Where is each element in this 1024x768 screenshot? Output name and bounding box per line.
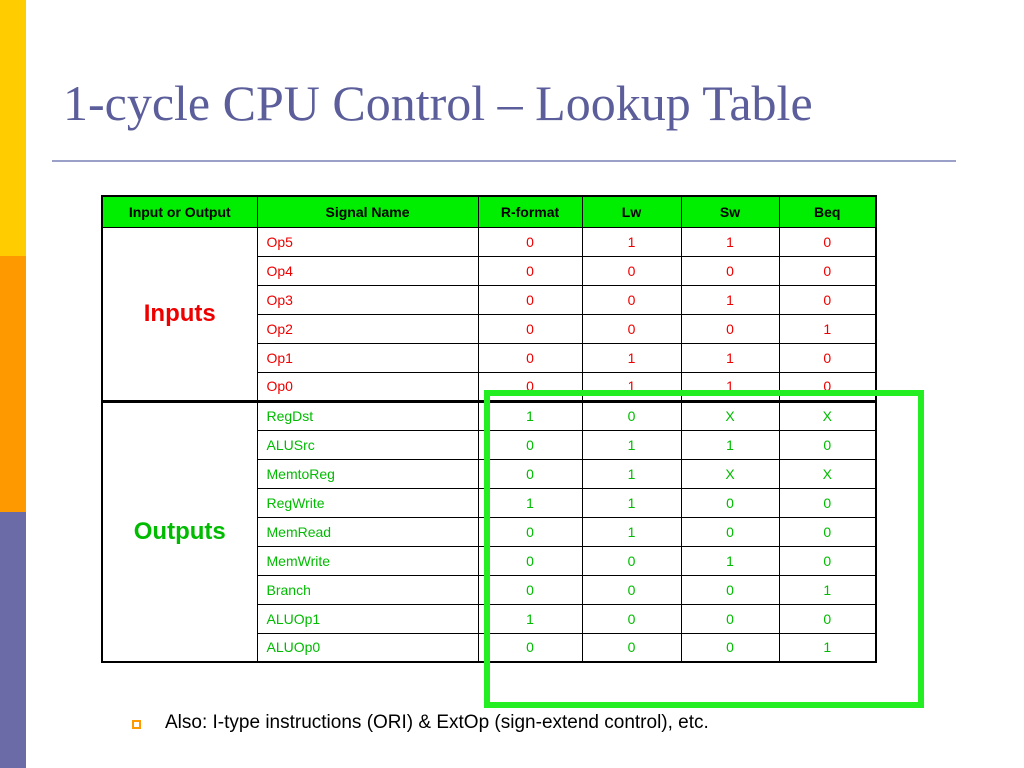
signal-value-cell: 0	[681, 488, 779, 517]
signal-value-cell: 1	[478, 401, 582, 430]
signal-value-cell: X	[681, 459, 779, 488]
signal-value-cell: X	[779, 459, 876, 488]
signal-value-cell: 0	[779, 517, 876, 546]
signal-value-cell: 0	[779, 256, 876, 285]
signal-name-cell: MemWrite	[257, 546, 478, 575]
signal-name-cell: RegWrite	[257, 488, 478, 517]
signal-value-cell: 1	[681, 430, 779, 459]
signal-value-cell: 0	[779, 604, 876, 633]
signal-value-cell: 0	[478, 227, 582, 256]
signal-value-cell: 0	[779, 488, 876, 517]
bullet-text: Also: I-type instructions (ORI) & ExtOp (sign-extend control), etc.	[165, 712, 709, 733]
signal-value-cell: 0	[681, 517, 779, 546]
sidebar-orange-band	[0, 256, 26, 512]
signal-value-cell: 0	[582, 633, 681, 662]
control-lookup-table	[101, 195, 877, 663]
signal-name-cell: ALUSrc	[257, 430, 478, 459]
signal-value-cell: 0	[582, 256, 681, 285]
signal-value-cell: 0	[478, 575, 582, 604]
signal-name-cell: ALUOp0	[257, 633, 478, 662]
signal-value-cell: 0	[779, 430, 876, 459]
signal-value-cell: 0	[478, 546, 582, 575]
signal-value-cell: 1	[779, 575, 876, 604]
table-header-row	[102, 196, 876, 227]
header-signal-name: Signal Name	[257, 196, 478, 227]
sidebar-yellow-band	[0, 0, 26, 256]
inputs-group-label: Inputs	[102, 227, 257, 401]
signal-name-cell: Branch	[257, 575, 478, 604]
signal-value-cell: 0	[478, 633, 582, 662]
signal-value-cell: 0	[779, 546, 876, 575]
signal-value-cell: 0	[478, 256, 582, 285]
signal-value-cell: 0	[478, 372, 582, 401]
table-row	[102, 401, 876, 430]
signal-name-cell: Op5	[257, 227, 478, 256]
signal-value-cell: 1	[681, 285, 779, 314]
signal-name-cell: Op4	[257, 256, 478, 285]
signal-value-cell: 1	[582, 430, 681, 459]
header-beq: Beq	[779, 196, 876, 227]
signal-value-cell: 0	[582, 604, 681, 633]
signal-name-cell: MemtoReg	[257, 459, 478, 488]
table-row	[102, 227, 876, 256]
signal-value-cell: 0	[779, 227, 876, 256]
table-body	[102, 227, 876, 662]
signal-value-cell: 0	[779, 343, 876, 372]
signal-value-cell: 1	[582, 488, 681, 517]
signal-value-cell: 1	[478, 604, 582, 633]
signal-name-cell: RegDst	[257, 401, 478, 430]
signal-value-cell: 0	[478, 517, 582, 546]
signal-value-cell: 0	[478, 314, 582, 343]
signal-value-cell: X	[779, 401, 876, 430]
signal-value-cell: X	[681, 401, 779, 430]
signal-value-cell: 0	[779, 285, 876, 314]
signal-name-cell: ALUOp1	[257, 604, 478, 633]
signal-value-cell: 0	[478, 285, 582, 314]
signal-value-cell: 1	[681, 343, 779, 372]
signal-value-cell: 0	[681, 575, 779, 604]
outputs-group-label: Outputs	[102, 401, 257, 662]
signal-value-cell: 0	[582, 285, 681, 314]
signal-name-cell: MemRead	[257, 517, 478, 546]
title-divider	[52, 160, 956, 162]
signal-value-cell: 0	[681, 633, 779, 662]
signal-value-cell: 1	[681, 372, 779, 401]
signal-value-cell: 1	[582, 343, 681, 372]
signal-value-cell: 0	[478, 459, 582, 488]
signal-value-cell: 1	[779, 314, 876, 343]
signal-value-cell: 1	[582, 517, 681, 546]
signal-name-cell: Op2	[257, 314, 478, 343]
signal-value-cell: 1	[779, 633, 876, 662]
header-lw: Lw	[582, 196, 681, 227]
signal-value-cell: 1	[582, 372, 681, 401]
header-sw: Sw	[681, 196, 779, 227]
signal-value-cell: 0	[681, 256, 779, 285]
hollow-square-bullet-icon	[132, 720, 141, 729]
signal-value-cell: 0	[478, 343, 582, 372]
signal-value-cell: 0	[582, 546, 681, 575]
control-lookup-table-container	[101, 195, 877, 663]
signal-name-cell: Op0	[257, 372, 478, 401]
header-r-format: R-format	[478, 196, 582, 227]
signal-value-cell: 0	[582, 401, 681, 430]
signal-name-cell: Op3	[257, 285, 478, 314]
signal-value-cell: 0	[582, 575, 681, 604]
signal-value-cell: 0	[681, 314, 779, 343]
signal-value-cell: 0	[779, 372, 876, 401]
signal-name-cell: Op1	[257, 343, 478, 372]
signal-value-cell: 0	[478, 430, 582, 459]
signal-value-cell: 0	[681, 604, 779, 633]
header-input-or-output: Input or Output	[102, 196, 257, 227]
sidebar-blue-band	[0, 512, 26, 768]
bullet-item	[132, 712, 709, 734]
signal-value-cell: 1	[681, 546, 779, 575]
signal-value-cell: 1	[582, 227, 681, 256]
signal-value-cell: 1	[582, 459, 681, 488]
signal-value-cell: 1	[478, 488, 582, 517]
signal-value-cell: 0	[582, 314, 681, 343]
slide-title: 1-cycle CPU Control – Lookup Table	[63, 75, 813, 131]
signal-value-cell: 1	[681, 227, 779, 256]
